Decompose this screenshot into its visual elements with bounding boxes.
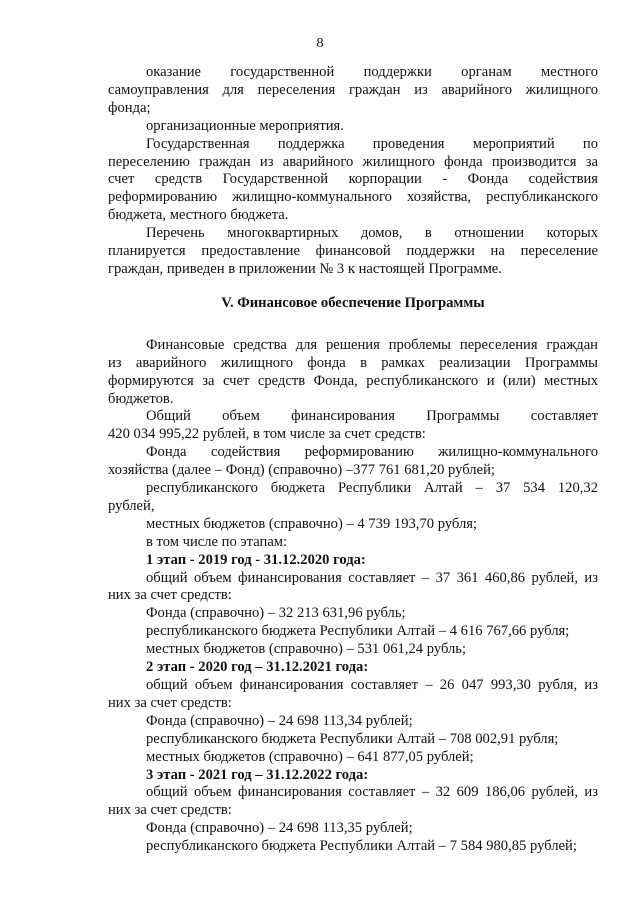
text-line: Общий объем финансирования Программы составляет: [146, 408, 598, 425]
text-line: граждан, приведен в приложении № 3 к настоящей Программе.: [108, 260, 502, 277]
text-line: счет средств Государственной корпорации - Фонда содействия: [108, 171, 598, 188]
text-line: рублей,: [108, 497, 155, 514]
text-line: них за счет средств:: [108, 587, 232, 604]
text-line: бюджета, местного бюджета.: [108, 207, 289, 224]
text-line: республиканского бюджета Республики Алтай – 37 534 120,32: [146, 480, 598, 497]
text-line: общий объем финансирования составляет – 32 609 186,06 рублей, из: [146, 784, 598, 801]
text-line: реформированию жилищно-коммунального хозяйства, республиканского: [108, 189, 598, 206]
document-body: [108, 64, 598, 856]
text-line: переселению граждан из аварийного жилищного фонда производится за: [108, 153, 598, 170]
text-line: 420 034 995,22 рублей, в том числе за счет средств:: [108, 426, 426, 443]
text-line: фонда;: [108, 99, 151, 116]
page-number: 8: [316, 36, 324, 51]
text-line: республиканского бюджета Республики Алтай – 4 616 767,66 рубля;: [146, 623, 570, 640]
text-line: планируется предоставление финансовой поддержки на переселение: [108, 243, 598, 260]
text-line: бюджетов.: [108, 390, 174, 407]
text-line: самоуправления для переселения граждан из аварийного жилищного: [108, 81, 598, 98]
section-heading: V. Финансовое обеспечение Программы: [221, 294, 485, 311]
stage-heading: 2 этап - 2020 год – 31.12.2021 года:: [146, 659, 369, 676]
text-line: общий объем финансирования составляет – 37 361 460,86 рублей, из: [146, 569, 598, 586]
text-line: Финансовые средства для решения проблемы переселения граждан: [146, 336, 598, 353]
text-line: местных бюджетов (справочно) – 531 061,24 рубль;: [146, 641, 467, 658]
text-line: Фонда (справочно) – 32 213 631,96 рубль;: [146, 605, 406, 622]
stage-heading: 3 этап - 2021 год – 31.12.2022 года:: [146, 766, 369, 783]
text-line: оказание государственной поддержки органам местного: [146, 64, 598, 80]
text-line: республиканского бюджета Республики Алтай – 708 002,91 рубля;: [146, 730, 559, 747]
text-line: Фонда (справочно) – 24 698 113,34 рублей;: [146, 712, 413, 729]
text-line: них за счет средств:: [108, 694, 232, 711]
text-line: Государственная поддержка проведения мероприятий по: [146, 135, 598, 152]
text-line: общий объем финансирования составляет – 26 047 993,30 рубля, из: [146, 677, 598, 693]
text-line: организационные мероприятия.: [146, 117, 344, 134]
text-line: местных бюджетов (справочно) – 4 739 193,70 рубля;: [146, 515, 478, 532]
text-line: из аварийного жилищного фонда в рамках реализации Программы: [108, 354, 598, 371]
text-line: Фонда содействия реформированию жилищно-коммунального: [146, 444, 598, 461]
text-line: Фонда (справочно) – 24 698 113,35 рублей;: [146, 820, 413, 837]
text-line: местных бюджетов (справочно) – 641 877,05 рублей;: [146, 748, 474, 765]
stage-heading: 1 этап - 2019 год - 31.12.2020 года:: [146, 551, 366, 568]
text-line: них за счет средств:: [108, 802, 232, 819]
text-line: Перечень многоквартирных домов, в отношении которых: [146, 225, 598, 242]
text-line: формируются за счет средств Фонда, республиканского и (или) местных: [108, 372, 598, 389]
text-line: хозяйства (далее – Фонд) (справочно) –377 761 681,20 рублей;: [108, 462, 495, 479]
text-line: республиканского бюджета Республики Алтай – 7 584 980,85 рублей;: [146, 838, 577, 855]
text-line: в том числе по этапам:: [146, 533, 288, 550]
